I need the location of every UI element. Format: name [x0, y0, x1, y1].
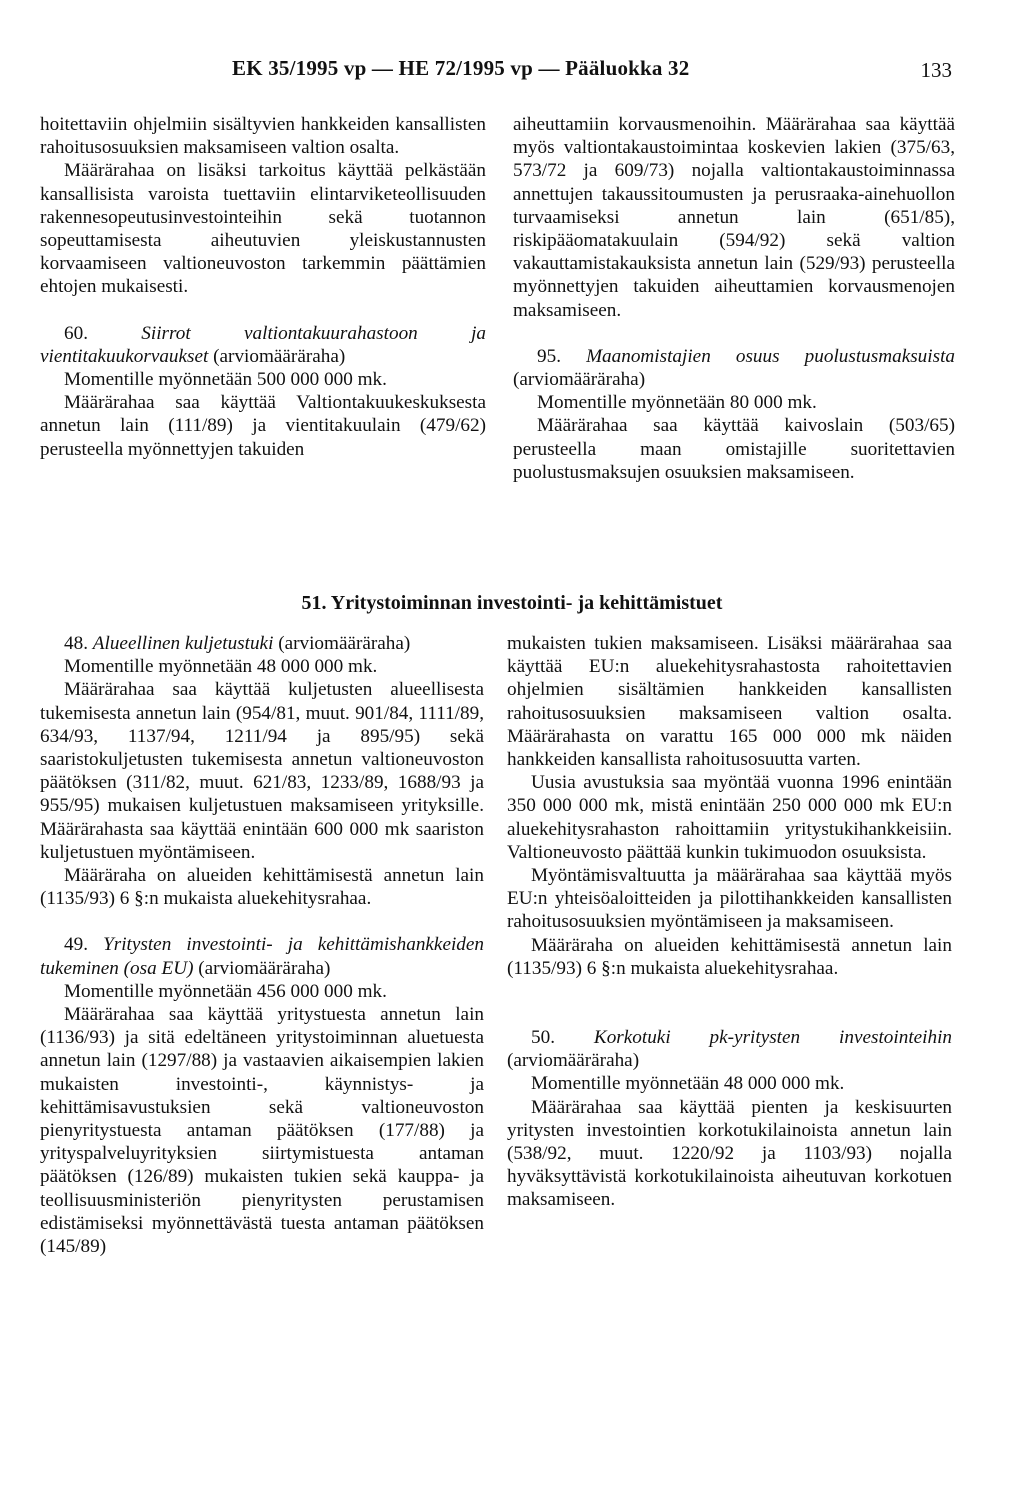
item-title: Yritysten investointi- ja kehittämishankkeiden tukeminen (osa EU): [40, 934, 484, 979]
running-title: EK 35/1995 vp — HE 72/1995 vp — Pääluokka 32: [232, 56, 690, 80]
bottom-left-column: [40, 632, 484, 1258]
top-right-column: [513, 113, 955, 484]
paragraph: Määräraha on alueiden kehittämisestä annetun lain (1135/93) 6 §:n mukaista aluekehitysrahaa.: [507, 934, 952, 979]
item-amount: Momentille myönnetään 80 000 mk.: [537, 392, 817, 414]
paragraph: Määrärahaa on lisäksi tarkoitus käyttää pelkästään kansallisista varoista tuettaviin elintarviketeollisuuden rakennesopeutusinvestointeihin sekä tuotannon sopeuttamisesta aiheutuvien yleiskustannusten korvaamiseen valtioneuvoston tarkemmin päättämien ehtojen mukaisesti.: [40, 160, 486, 298]
paragraph: Määräraha on alueiden kehittämisestä annetun lain (1135/93) 6 §:n mukaista aluekehitysrahaa.: [40, 865, 484, 910]
item-amount: Momentille myönnetään 48 000 000 mk.: [64, 656, 378, 678]
top-left-column: [40, 113, 486, 461]
item-title: Alueellinen kuljetustuki: [92, 633, 274, 654]
item-95-heading: [513, 345, 955, 391]
item-type: (arviomääräraha): [198, 957, 331, 979]
paragraph: Määrärahaa saa käyttää kaivoslain (503/65) perusteella maan omistajille suoritettavien puolustusmaksujen osuuksien maksamiseen.: [513, 415, 955, 483]
item-title: Maanomistajien osuus puolustusmaksuista: [586, 345, 955, 367]
section-heading: 51. Yritystoiminnan investointi- ja kehittämistuet: [301, 592, 723, 614]
item-number: 48.: [64, 633, 88, 654]
paragraph: aiheuttamiin korvausmenoihin. Määrärahaa saa käyttää myös valtiontakaustoimintaa koskevien lakien (375/63, 573/72 ja 609/73) nojalla valtiontakaustoiminnassa annettujen takaussitoumusten ja perusraaka-ainehuollon turvaamiseksi annetun lain (651/85), riskipääomatakuulain (594/92) sekä valtion vakauttamistakauksista annetun lain (529/93) perusteella myönnettyjen takuiden aiheuttamien korvausmenojen maksamiseen.: [513, 114, 955, 321]
bottom-right-column: [507, 632, 952, 1212]
paragraph: Määrärahaa saa käyttää Valtiontakuukeskuksesta annetun lain (111/89) ja vientitakuulain (479/62) perusteella myönnettyjen takuiden: [40, 392, 486, 460]
item-amount: Momentille myönnetään 48 000 000 mk.: [531, 1073, 845, 1095]
paragraph: hoitettaviin ohjelmiin sisältyvien hankkeiden kansallisten rahoitusosuuksien maksamiseen valtion osalta.: [40, 114, 486, 159]
page-number: 133: [920, 58, 952, 82]
item-type: (arviomääräraha): [507, 1050, 640, 1072]
item-number: 49.: [64, 934, 88, 956]
paragraph: Uusia avustuksia saa myöntää vuonna 1996 enintään 350 000 000 mk, mistä enintään 250 000 000 mk EU:n aluekehitysrahaston rahoittamiin yritystukihankkeisiin. Valtioneuvosto päättää kunkin tukimuodon osuuksista.: [507, 772, 952, 863]
paragraph: Määrärahaa saa käyttää pienten ja keskisuurten yritysten investointien korkotukilainoista annetun lain (538/92, muut. 1220/92 ja 1103/93) nojalla hyväksyttävistä korkotukilainoista aiheutuvan korkotuen maksamiseen.: [507, 1096, 952, 1211]
item-60-heading: [40, 322, 486, 368]
item-amount: Momentille myönnetään 456 000 000 mk.: [64, 980, 387, 1002]
paragraph: mukaisten tukien maksamiseen. Lisäksi määrärahaa saa käyttää EU:n aluekehitysrahastosta rahoitettavien ohjelmien sisältämien hankkeiden kansallisten rahoitusosuuksien maksamiseen valtion osalta. Määrärahasta on varattu 165 000 000 mk näiden hankkeiden kansallista rahoitusosuutta varten.: [507, 633, 952, 771]
item-type: (arviomääräraha): [213, 345, 346, 367]
item-title: Siirrot valtiontakuurahastoon ja vientitakuukorvaukset: [40, 322, 486, 367]
paragraph: Määrärahaa saa käyttää kuljetusten alueellisesta tukemisesta annetun lain (954/81, muut. 901/84, 1111/89, 634/93, 1137/94, 1211/94 ja 895/95) sekä saaristokuljetusten tukemisesta annetun valtioneuvoston päätöksen (311/82, muut. 621/83, 1233/89, 1688/93 ja 955/95) mukaisen kuljetustuen maksamiseen yrityksille. Määrärahasta saa käyttää enintään 600 000 mk saariston kuljetustuen myöntämiseen.: [40, 679, 484, 863]
page-header: [0, 56, 1024, 86]
item-type: (arviomääräraha): [278, 633, 411, 654]
item-title: Korkotuki pk-yritysten investointeihin: [593, 1027, 953, 1049]
item-amount: Momentille myönnetään 500 000 000 mk.: [64, 369, 387, 391]
item-number: 60.: [64, 322, 88, 344]
item-number: 95.: [537, 345, 561, 367]
item-50-heading: [507, 1026, 952, 1072]
item-type: (arviomääräraha): [513, 369, 646, 391]
paragraph: Myöntämisvaltuutta ja määrärahaa saa käyttää myös EU:n yhteisöaloitteiden ja pilottihankkeiden kansallisten rahoitusosuuksien myöntämiseen ja maksamiseen.: [507, 865, 952, 933]
item-number: 50.: [531, 1027, 555, 1049]
item-48-heading: [40, 632, 484, 655]
item-49-heading: [40, 933, 484, 979]
paragraph: Määrärahaa saa käyttää yritystuesta annetun lain (1136/93) ja sitä edeltäneen yritystoiminnan aluetuesta annetun lain (1297/88) ja vastaavien aikaisempien lakien mukaisten investointi-, käynnistys- ja kehittämisavustuksien sekä valtioneuvoston pienyritystuesta antaman päätöksen (177/88) ja yrityspalveluyrityksien siirtymistuesta antaman päätöksen (126/89) mukaisten tukien sekä kauppa- ja teollisuusministeriön pienyritysten perustamisen edistämiseksi myönnettävästä tuesta antaman päätöksen (145/89): [40, 1004, 484, 1258]
